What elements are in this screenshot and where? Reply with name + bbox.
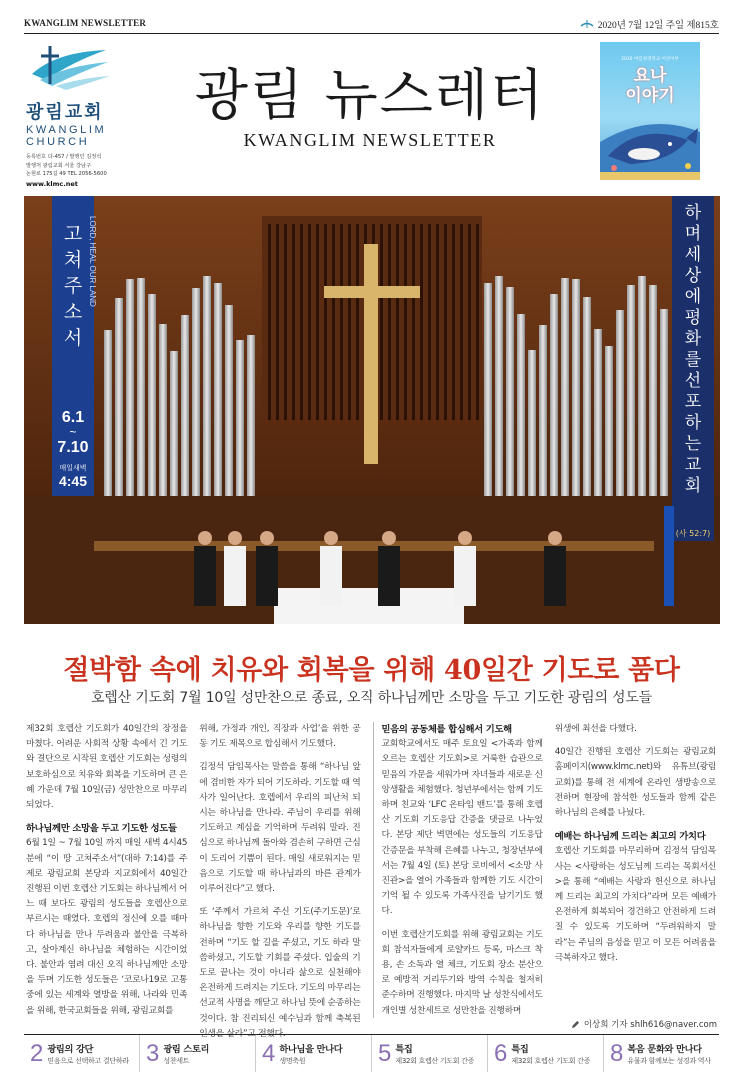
newsletter-title: 광림 뉴스레터 (194, 63, 546, 127)
index-subtitle: 성찬세트 (163, 1057, 190, 1065)
organ-pipe (214, 283, 222, 496)
organ-pipe (495, 276, 503, 496)
minister-head (260, 531, 274, 545)
section-heading: 예배는 하나님께 드리는 최고의 가치다 (554, 831, 706, 843)
grille-slat (356, 224, 359, 420)
publication-name: KWANGLIM NEWSLETTER (24, 18, 147, 28)
organ-pipe (159, 324, 167, 496)
organ-pipe (539, 325, 547, 496)
article-column-1 (26, 722, 187, 1018)
organ-pipe (115, 298, 123, 496)
paragraph: 이번 호렙산기도회를 위해 광림교회는 기도회 참석자들에게 로얄카드 등록, 마스크 착용, 손 소독과 열 체크, 기도회 장소 분산으로 예방적 거리두기와 방역 수칙을 철저히 준수하며 진행했다. 마지막 날 성찬식에서도 개인별 성찬세트로 성만찬을 진행하며 (381, 929, 543, 1016)
church-sanctuary-illustration (24, 196, 720, 624)
newsletter-subtitle: KWANGLIM NEWSLETTER (243, 130, 497, 150)
organ-pipe (517, 314, 525, 496)
paragraph: 교회학교에서도 매주 토요일 <가족과 함께 오르는 호렙산 기도회>로 거룩한 습관으로 믿음의 가문을 세워가며 자녀들과 새로운 신앙생활을 체험했다. 청년부에서는 함께 기도하며 친교와 ‘LFC 온타임 밴드’를 통해 호렙산 기도회 기도응답 간증을 댓글로 나누었다. 본당 제단 벽면에는 성도들의 기도응답 간증문을 부착해 은혜를 나누고, 청장년부에서는 7월 4일 (토) 본당 로비에서 <소망 사진관>을 열어 가족들과 함께한 기도 시간이 기억 될 수 있도록 가족사진을 남기기도 했다. (381, 739, 543, 917)
grille-slat (388, 224, 391, 420)
right-banner-char: 화 (684, 329, 702, 349)
minister-figure (454, 546, 476, 606)
minister-figure (224, 546, 246, 606)
svg-text:6.1: 6.1 (61, 409, 85, 426)
minister-figure (320, 546, 342, 606)
section-heading: 믿음의 공동체를 합심해서 기도해 (381, 724, 512, 735)
minister-head (548, 531, 562, 545)
organ-pipe (104, 330, 112, 496)
svg-text:~: ~ (69, 425, 77, 439)
church-mark-icon (580, 20, 594, 29)
paragraph: 40일간 진행된 호렙산 기도회는 광림교회 홈페이지(www.klmc.net)와 유튜브(광림교회)를 통해 전 세계에 온라인 생방송으로 전하며 현장에 참석한 성도들과 함께 같은 하나님의 은혜를 나눴다. (554, 747, 716, 819)
organ-pipe (225, 305, 233, 496)
article-subheadline: 호렙산 기도회 7월 10일 성만찬으로 종료, 오직 하나님께만 소망을 두고 기도한 광림의 성도들 (90, 690, 653, 706)
organ-pipe (506, 287, 514, 496)
right-banner-char: 회 (684, 476, 702, 496)
right-banner-char: 하 (684, 413, 702, 433)
church-logo[interactable] (26, 40, 146, 188)
organ-pipe (137, 278, 145, 496)
grille-slat (412, 224, 415, 420)
svg-text:매일새벽: 매일새벽 (59, 464, 87, 472)
svg-text:7.10: 7.10 (57, 439, 89, 456)
organ-pipe (660, 309, 668, 496)
grille-slat (396, 224, 399, 420)
svg-text:쳐: 쳐 (63, 249, 83, 271)
svg-text:소: 소 (63, 301, 83, 323)
paragraph: 제32회 호렙산 기도회가 40일간의 장정을 마쳤다. 어려운 사회적 상황 속에서 긴 기도와 결단으로 시작된 호렙산 기도회는 성령의 보호하심으로 치유와 회복을 기도하며 큰 은혜 가운데 7월 10일(금) 성만찬으로 마무리 되었다. (26, 724, 188, 811)
promo-banner[interactable] (600, 42, 700, 180)
minister-head (198, 531, 212, 545)
minister-figure (544, 546, 566, 606)
organ-pipe (192, 288, 200, 496)
minister-head (324, 531, 338, 545)
paragraph: 김정석 담임목사는 말씀을 통해 “하나님 앞에 겸비한 자가 되어 기도하라. 기도할 때 역사가 일어난다. 호렙에서 우리의 피난처 되시는 하나님을 만나라. 주님이 우리를 위해 기도하고 계심을 기억하며 두려워 말라. 진심으로 하나님께 돌아와 겸손히 구하면 근심이 도리어 기쁨이 된다. 매일 새로워지는 믿음으로 기도할 때 하나님과의 바른 관계가 이루어진다”고 했다. (199, 762, 361, 895)
index-page-number: 3 (146, 1039, 160, 1067)
right-banner-char: 에 (684, 287, 702, 307)
organ-pipe (561, 278, 569, 496)
whale-illustration-icon (600, 102, 700, 180)
issue-date: 2020년 7월 12일 주일 제815호 (580, 17, 719, 31)
grille-slat (340, 224, 343, 420)
svg-text:서: 서 (63, 327, 83, 349)
index-page-number: 5 (378, 1039, 392, 1067)
index-title: 특집 (395, 1044, 413, 1055)
minister-head (382, 531, 396, 545)
organ-pipe (605, 346, 613, 496)
grille-slat (476, 224, 479, 420)
organ-pipe (148, 294, 156, 496)
grille-slat (308, 224, 311, 420)
grille-slat (324, 224, 327, 420)
masthead (160, 62, 580, 151)
right-banner-char: 를 (684, 350, 702, 370)
grille-slat (444, 224, 447, 420)
logo-name-english-2: CHURCH (26, 136, 90, 148)
right-banner-char: 는 (684, 434, 702, 454)
grille-slat (380, 224, 383, 420)
index-subtitle: 제32회 호렙산 기도회 간증 (511, 1057, 591, 1065)
article-column-2 (199, 722, 361, 1039)
publisher-info: 등록번호 다-457 / 발행인 김정석 발행처 광림교회 서울 강남구 논현로 175길 49 TEL 2056-5600 (26, 154, 107, 177)
paragraph: 위생에 최선을 다했다. (554, 724, 637, 734)
hero-photo (24, 196, 720, 624)
organ-pipe (126, 279, 134, 496)
organ-pipe (594, 329, 602, 496)
index-item-page-6[interactable] (488, 1035, 604, 1072)
grille-slat (348, 224, 351, 420)
index-title: 광림 스토리 (163, 1044, 210, 1055)
organ-pipe (616, 310, 624, 496)
page-index (24, 1034, 719, 1072)
grille-slat (268, 224, 271, 420)
organ-pipe (638, 276, 646, 496)
article-headline: 절박함 속에 치유와 회복을 위해 40일간 기도로 품다 (63, 655, 680, 686)
index-title: 하나님을 만나다 (279, 1044, 343, 1055)
section-heading: 하나님께만 소망을 두고 기도한 성도들 (26, 823, 177, 835)
paragraph: 위해, 가정과 개인, 직장과 사업’을 위한 공동 기도 제목으로 합심해서 기도했다. (199, 724, 361, 750)
logo-name-english-1: KWANGLIM (26, 124, 107, 136)
minister-figure (378, 546, 400, 606)
article-column-3 (373, 722, 543, 1018)
grille-slat (428, 224, 431, 420)
grille-slat (436, 224, 439, 420)
right-banner-char: 하 (684, 203, 702, 223)
organ-pipe (203, 276, 211, 496)
minister-head (458, 531, 472, 545)
index-item-page-3[interactable] (140, 1035, 256, 1072)
minister-figure (256, 546, 278, 606)
index-title: 특집 (511, 1044, 529, 1055)
grille-slat (404, 224, 407, 420)
index-item-page-8[interactable] (604, 1035, 719, 1072)
organ-pipe (572, 279, 580, 496)
paragraph: 6월 1일 ~ 7월 10일 까지 매일 새벽 4시45분에 “이 땅 고쳐주소서”(대하 7:14)를 주제로 광림교회 본당과 지교회에서 40일간 진행된 이번 호렙산 기도회는 하나님께서 어느 때 보다도 광림의 성도들을 호렙산으로 부르시는 때였다. 호렙의 정신에 오를 때마다 하나님을 만나 두려움과 불안을 극복하고, 살아계신 하나님을 체험하는 시간이었다. 불안과 염려 대신 오직 하나님께만 소망을 두며 기도한 성도들은 ‘코로나19로 고통 중에 있는 세계와 열방을 위해, 나라와 민족을 위해, 한국교회들을 위해, 광림교회를 (26, 838, 188, 1016)
index-item-page-2[interactable] (24, 1035, 140, 1072)
right-banner-char: 상 (684, 266, 702, 286)
organ-pipe (550, 294, 558, 496)
minister-figure (194, 546, 216, 606)
grille-slat (468, 224, 471, 420)
grille-slat (276, 224, 279, 420)
paragraph: 또 ‘주께서 가르쳐 주신 기도(주기도문)’로 하나님을 향한 기도와 우리를 향한 기도를 전하며 “기도 할 길을 주셨고, 기도 하라 말씀하셨고, 기도할 기회를 주셨다. 입술의 기도로 끝나는 것이 아니라 삶으로 실천해야 온전하게 드려지는 기도다. 기도의 마무리는 선교적 사명을 깨닫고 하나님 뜻에 순종하는 것이다. 참 진리되신 예수님과 함께 축복된 인생을 살라”고 전했다. (199, 907, 361, 1039)
right-banner-char: 며 (684, 224, 702, 244)
reporter-byline: 이상희 기자 shlh616@naver.com (571, 1018, 717, 1030)
organ-pipe (181, 315, 189, 496)
index-page-number: 4 (262, 1039, 276, 1067)
organ-pipe (170, 351, 178, 496)
right-banner-char: 교 (684, 455, 702, 475)
grille-slat (332, 224, 335, 420)
right-banner-char: 포 (684, 392, 702, 412)
svg-text:주: 주 (63, 275, 83, 297)
organ-pipe (528, 350, 536, 496)
logo-name-korean: 광림교회 (26, 102, 104, 123)
grille-slat (284, 224, 287, 420)
index-title: 복음 문화와 만나다 (627, 1044, 702, 1055)
index-page-number: 6 (494, 1039, 508, 1067)
grille-slat (316, 224, 319, 420)
grille-slat (452, 224, 455, 420)
pencil-icon (571, 1020, 580, 1029)
organ-pipe (583, 297, 591, 496)
grille-slat (460, 224, 463, 420)
index-subtitle: 생명축원 (279, 1057, 306, 1065)
organ-pipe (247, 335, 255, 496)
organ-pipe (627, 285, 635, 496)
svg-text:4:45: 4:45 (58, 473, 88, 489)
index-subtitle: 유물과 함께보는 성경과 역사 (627, 1057, 711, 1065)
grille-slat (300, 224, 303, 420)
organ-pipe (649, 285, 657, 496)
index-item-page-5[interactable] (372, 1035, 488, 1072)
svg-text:LORD, HEAL OUR LAND: LORD, HEAL OUR LAND (88, 216, 97, 307)
index-page-number: 2 (30, 1039, 44, 1067)
article-column-4 (555, 722, 716, 1018)
right-banner-char: 세 (684, 245, 702, 265)
website-link[interactable]: www.klmc.net (26, 179, 78, 188)
svg-text:(사 52:7): (사 52:7) (675, 529, 711, 538)
index-title: 광림의 강단 (47, 1044, 94, 1055)
promo-small-text: 2020 여름성경학교 어린이부 (621, 57, 679, 62)
right-banner-char: 선 (684, 371, 702, 391)
promo-title: 요나 이야기 (625, 66, 675, 106)
index-subtitle: 제32회 호렙산 기도회 간증 (395, 1057, 475, 1065)
index-subtitle: 믿음으로 선택하고 결단하라 (47, 1057, 129, 1065)
top-strip (24, 14, 719, 34)
grille-slat (292, 224, 295, 420)
right-banner-char: 평 (684, 308, 702, 328)
paragraph: 호렙산 기도회를 마무리하며 김정석 담임목사는 <사랑하는 성도님께 드리는 목회서신>을 통해 “예배는 사랑과 헌신으로 하나님께 드리는 최고의 가치다”라며 모든 예배가 온전하게 회복되어 경건하고 안전하게 드려질 수 있도록 기도하며 “두려워하지 말라”는 주님의 음성을 믿고 이 모든 어려움을 극복하자고 했다. (554, 846, 716, 963)
minister-head (228, 531, 242, 545)
organ-pipe (484, 283, 492, 496)
organ-pipe (236, 340, 244, 496)
index-item-page-4[interactable] (256, 1035, 372, 1072)
church-emblem-icon (26, 40, 112, 92)
index-page-number: 8 (610, 1039, 624, 1067)
grille-slat (420, 224, 423, 420)
left-banner-char: 고 (63, 223, 83, 245)
